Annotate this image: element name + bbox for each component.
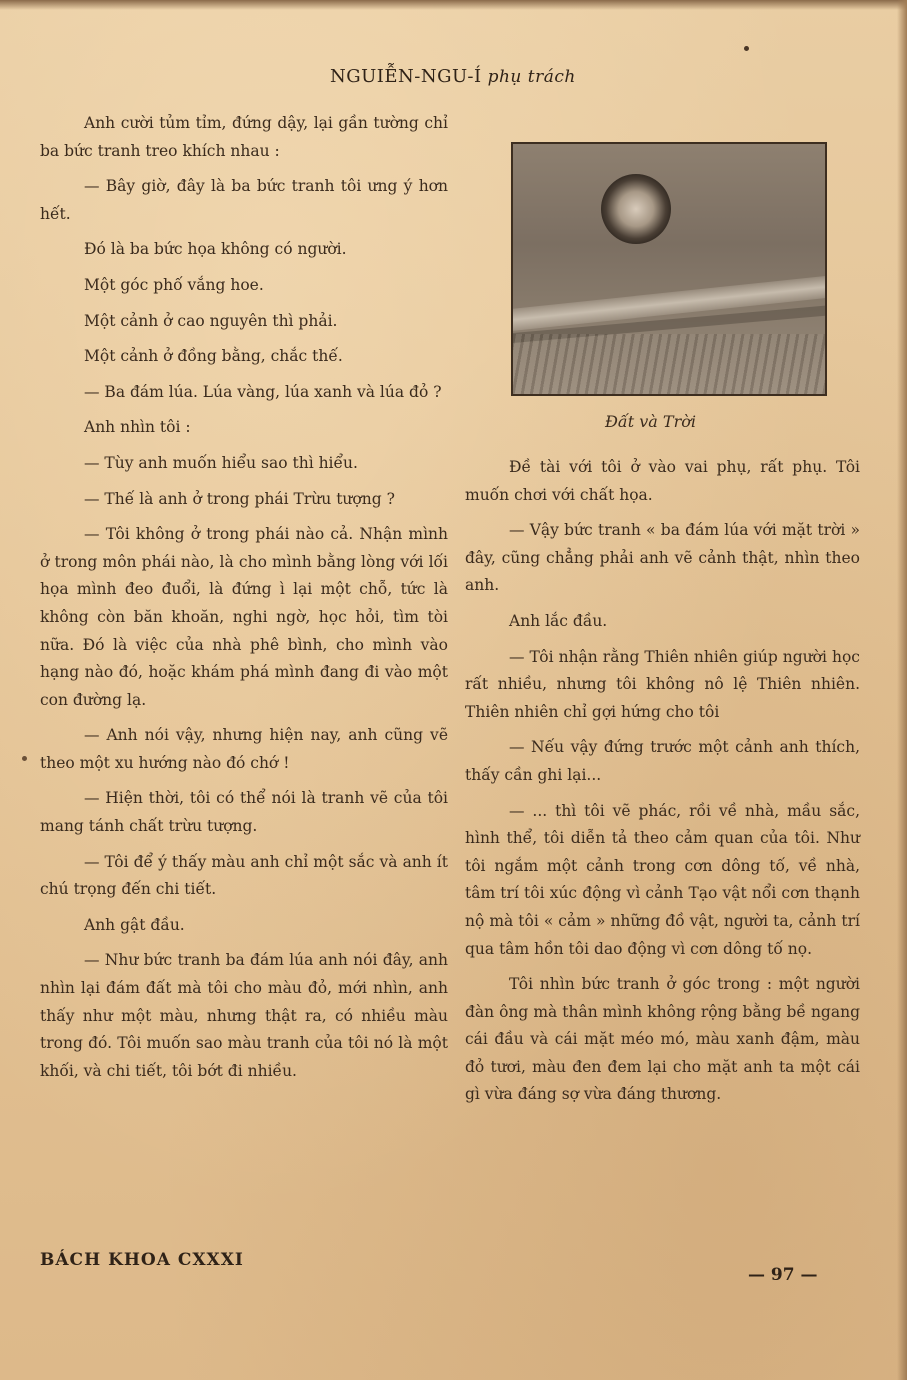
painting-sun [601, 174, 671, 244]
page-edge-top [0, 0, 907, 10]
paragraph: — Thế là anh ở trong phái Trừu tượng ? [84, 489, 395, 508]
paragraph: Anh lắc đầu. [509, 611, 608, 630]
header-subtitle: phụ trách [487, 67, 576, 87]
page-header [330, 66, 576, 87]
paragraph: Tôi nhìn bức tranh ở góc trong : một người đàn ông mà thân mình không rộng bằng bề ngang cái đầu và cái mặt méo mó, màu xanh đậm, màu đỏ tươi, màu đen đem lại cho mặt anh ta một cái gì vừa đáng sợ vừa đáng thương. [465, 975, 860, 1104]
paragraph: — Như bức tranh ba đám lúa anh nói đây, anh nhìn lại đám đất mà tôi cho màu đỏ, mới nhìn, anh thấy như một màu, nhưng thật ra, có nhiều màu trong đó. Tôi muốn sao màu tranh của tôi nó là một khối, và chi tiết, tôi bớt đi nhiều. [40, 951, 448, 1080]
paragraph: — Ba đám lúa. Lúa vàng, lúa xanh và lúa đỏ ? [84, 382, 442, 401]
paragraph: Anh cười tủm tỉm, đứng dậy, lại gần tường chỉ ba bức tranh treo khích nhau : [40, 114, 448, 160]
paragraph: — Bây giờ, đây là ba bức tranh tôi ưng ý hơn hết. [40, 177, 448, 223]
page-number: — 97 — [748, 1265, 818, 1285]
margin-mark [22, 756, 27, 761]
paragraph: Một cảnh ở cao nguyên thì phải. [84, 311, 338, 330]
paragraph: — Hiện thời, tôi có thể nói là tranh vẽ của tôi mang tánh chất trừu tượng. [40, 789, 448, 836]
paragraph: Anh nhìn tôi : [84, 418, 191, 437]
figure-caption: Đất và Trời [605, 412, 696, 431]
paragraph: Một góc phố vắng hoe. [84, 275, 264, 294]
paragraph: Anh gật đầu. [84, 915, 185, 934]
paragraph: — Tôi nhận rằng Thiên nhiên giúp người học rất nhiều, nhưng tôi không nô lệ Thiên nhiên. Thiên nhiên chỉ gợi hứng cho tôi [465, 647, 860, 721]
journal-name: BÁCH KHOA CXXXI [40, 1250, 244, 1270]
paragraph: — Anh nói vậy, nhưng hiện nay, anh cũng vẽ theo một xu hướng nào đó chớ ! [40, 726, 448, 772]
paragraph: Đề tài với tôi ở vào vai phụ, rất phụ. Tôi muốn chơi với chất họa. [465, 458, 860, 504]
paragraph: — Vậy bức tranh « ba đám lúa với mặt trời » đây, cũng chẳng phải anh vẽ cảnh thật, nhìn theo anh. [465, 521, 860, 595]
paragraph: Đó là ba bức họa không có người. [84, 240, 347, 259]
paragraph: Một cảnh ở đồng bằng, chắc thế. [84, 347, 343, 366]
page-edge-right [897, 0, 907, 1380]
right-column [465, 454, 860, 1117]
paragraph: — Nếu vậy đứng trước một cảnh anh thích, thấy cần ghi lại... [465, 738, 860, 784]
painting-ground [513, 334, 827, 396]
paragraph: — Tôi không ở trong phái nào cả. Nhận mình ở trong môn phái nào, là cho mình bằng lòng với lối họa mình đeo đuổi, là đứng ì lại một chỗ, tức là không còn băn khoăn, nghi ngờ, học hỏi, tìm tòi nữa. Đó là việc của nhà phê bình, cho mình vào hạng nào đó, hoặc khám phá mình đang đi vào một con đường lạ. [40, 525, 448, 709]
ink-dot [744, 46, 749, 51]
left-column [40, 110, 448, 1093]
paragraph: — Tôi để ý thấy màu anh chỉ một sắc và anh ít chú trọng đến chi tiết. [40, 852, 448, 899]
header-title: NGUIỄN-NGU-Í [330, 66, 482, 87]
paragraph: — Tùy anh muốn hiểu sao thì hiểu. [84, 453, 358, 472]
paragraph: — ... thì tôi vẽ phác, rồi về nhà, mầu sắc, hình thể, tôi diễn tả theo cảm quan của tôi. Như tôi ngắm một cảnh trong cơn dông tố, về nhà, tâm trí tôi xúc động vì cảnh Tạo vật nổi cơn thạnh nộ mà tôi « cảm » những đồ vật, người ta, cảnh trí qua tâm hồn tôi dao động vì cơn dông tố nọ. [465, 801, 860, 958]
painting-photo [511, 142, 827, 396]
